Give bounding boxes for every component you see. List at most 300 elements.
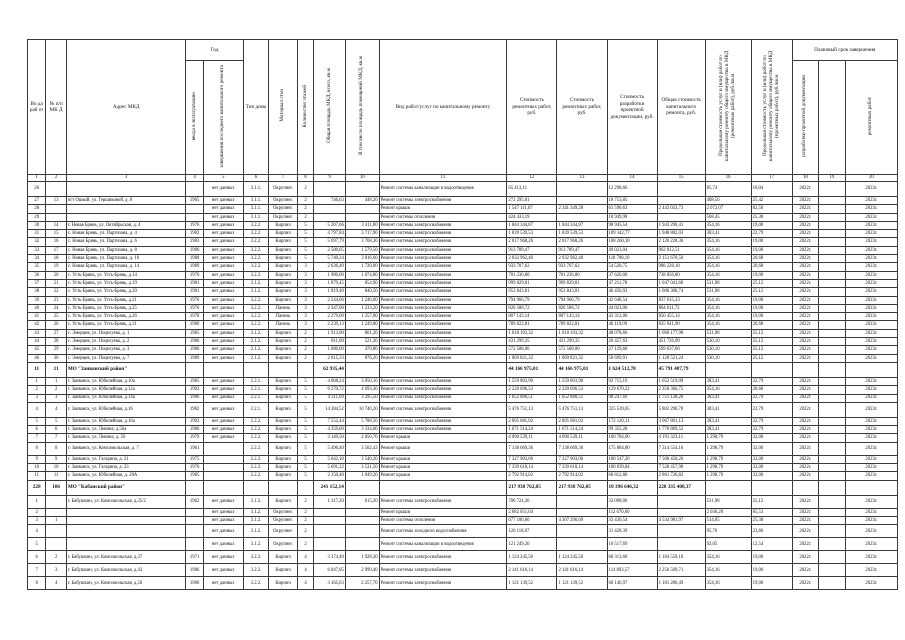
cell-work-type: Ремонт системы холодного водоснабжения [379, 525, 507, 538]
cell-design-cost: 92 715,19 [607, 377, 657, 385]
cell-address: с. Новая Брянь, ул. Партизана, д. 6 [66, 238, 186, 246]
header-repair-cost: Стоимость ремонтных работ, руб. [507, 40, 557, 175]
cell-total-cost: 228 335 408,37 [657, 480, 705, 495]
cell-house-type: 2.2.1. [243, 377, 269, 385]
cell-repair-term: 2023г. [845, 386, 897, 394]
cell-last-repair: нет данных [203, 426, 243, 434]
cell-house-number [46, 213, 66, 221]
cell-limit-repair: 354,16 [705, 238, 751, 246]
cell-floors: 4 [297, 564, 313, 577]
cell-year-built: 1985 [186, 472, 203, 480]
cell-wall-material: Панель [269, 321, 298, 329]
cell-blank [819, 394, 846, 402]
cell-premises-area: 470,80 [345, 346, 379, 354]
table-row [28, 321, 898, 329]
cell-repair-cost: 217 938 762,05 [507, 480, 557, 495]
cell-address: г. Заиванск, ул. Гагарина, д. 21 [66, 455, 186, 463]
cell-repair-cost-total [557, 197, 607, 205]
cell-wall-material: Кирпич [269, 221, 298, 229]
cell-last-repair: нет данных [203, 288, 243, 296]
cell-repair-term: 2023г. [845, 304, 897, 312]
cell-row-number: 9 [28, 455, 46, 463]
cell-floors: 5 [297, 472, 313, 480]
cell-repair-term [845, 362, 897, 377]
cell-work-type: Ремонт системы электроснабжения [379, 346, 507, 354]
cell-premises-area: 3 562,43 [345, 442, 379, 455]
cell-last-repair: нет данных [203, 577, 243, 590]
cell-design-term: 2022г. [792, 271, 819, 279]
table-row [28, 246, 898, 254]
cell-row-number: 41 [28, 313, 46, 321]
cell-work-type: Ремонт системы электроснабжения [379, 577, 507, 590]
cell-total-area: 1 819,40 [314, 288, 346, 296]
cell-design-term: 2022г. [792, 386, 819, 394]
cell-year-built: 1986 [186, 394, 203, 402]
cell-repair-term: 2023г. [845, 538, 897, 551]
cell-limit-repair: 2 036,20 [705, 508, 751, 516]
cell-design-cost: 43 312,00 [607, 313, 657, 321]
cell-work-type: Ремонт системы электроснабжения [379, 394, 507, 402]
table-row [28, 338, 898, 346]
cell-total-area: 5 697,79 [314, 238, 346, 246]
header-address: Адрес МКД [66, 40, 186, 175]
header-design-cost: Стоимость разработки проектной документации, руб. [607, 40, 657, 175]
cell-last-repair: нет данных [203, 377, 243, 385]
cell-total-cost: 1 047 041,60 [657, 279, 705, 287]
cell-blank [819, 288, 846, 296]
cell-total-area [314, 182, 346, 197]
cell-year-built: 1979 [186, 434, 203, 442]
cell-house-type: 3.1.1. [243, 182, 269, 197]
cell-work-type: Ремонт системы канализации и водоотведения [379, 538, 507, 551]
district-total-row [28, 480, 898, 495]
table-row [28, 455, 898, 463]
cell-blank [819, 442, 846, 455]
cell-repair-cost-total [557, 182, 607, 197]
cell-repair-term: 2023г. [845, 564, 897, 577]
cell-total-cost: 4 191 323,11 [657, 434, 705, 442]
cell-repair-term: 2023г. [845, 255, 897, 263]
cell-last-repair: нет данных [203, 255, 243, 263]
cell-repair-cost: 2 032 962,40 [507, 255, 557, 263]
cell-floors: 5 [297, 402, 313, 417]
cell-floors: 2 [297, 182, 313, 197]
cell-design-cost: 60 146,97 [607, 577, 657, 590]
cell-work-type: Ремонт системы электроснабжения [379, 238, 507, 246]
cell-blank [819, 182, 846, 197]
cell-design-term: 2022г. [792, 221, 819, 229]
cell-house-type: 3.1.2. [243, 279, 269, 287]
cell-house-type: 2.2.2. [243, 472, 269, 480]
cell-limit-design: 16,04 [751, 182, 792, 197]
cell-repair-cost: 933 707,62 [507, 263, 557, 271]
cell-wall-material: Кирпич [269, 551, 298, 564]
cell-last-repair: нет данных [203, 508, 243, 516]
cell-premises-area: 4 093,30 [345, 386, 379, 394]
cell-wall-material: Окрупнег. [269, 213, 298, 221]
cell-repair-cost-total: 933 707,62 [557, 263, 607, 271]
cell-blank [819, 551, 846, 564]
cell-total-area: 3 174,40 [314, 551, 346, 564]
cell-repair-cost: 1 652 880,51 [507, 394, 557, 402]
cell-total-cost: 2 126 228,36 [657, 238, 705, 246]
cell-total-area [314, 205, 346, 213]
cell-total-area [314, 538, 346, 551]
column-number: 2 [46, 175, 66, 182]
cell-work-type: Ремонт системы электроснабжения [379, 377, 507, 385]
cell-work-type: Ремонт системы электроснабжения [379, 246, 507, 254]
cell-house-number: 10 [46, 464, 66, 472]
cell-design-term: 2022г. [792, 394, 819, 402]
cell-blank [819, 346, 846, 354]
cell-address: г. Заиванск, ул. Ленина, д. 56 [66, 434, 186, 442]
cell-repair-cost: 677 106,66 [507, 516, 557, 524]
cell-year-built: 1985 [186, 329, 203, 337]
cell-repair-term: 2023г. [845, 472, 897, 480]
cell-floors: 3 [297, 321, 313, 329]
cell-premises-area: 1 720,00 [345, 263, 379, 271]
cell-address: г. Заиванск, ул. Юбилейная, д.16 [66, 402, 186, 417]
cell-blank [819, 564, 846, 577]
cell-work-type: Ремонт системы электроснабжения [379, 230, 507, 238]
cell-repair-cost-total: 217 938 762,05 [557, 480, 607, 495]
cell-address: с. Эмерцев, ул. Поцелуева, д. 3 [66, 346, 186, 354]
cell-year-built: 1976 [186, 304, 203, 312]
cell-year-built: 1978 [186, 313, 203, 321]
cell-work-type: Ремонт крыши [379, 508, 507, 516]
cell-total-area: 3 165,63 [314, 577, 346, 590]
cell-address: с. Усть-Брянь, ул. Усть-Брянь, д.20 [66, 288, 186, 296]
cell-repair-cost: 121 249,26 [507, 538, 557, 551]
column-number: 13 [557, 175, 607, 182]
cell-floors: 3 [297, 313, 313, 321]
cell-limit-repair: 383,41 [705, 377, 751, 385]
cell-house-type: 2.2.2. [243, 417, 269, 425]
cell-limit-design: 20,68 [751, 255, 792, 263]
column-number: 14 [607, 175, 657, 182]
table-row [28, 495, 898, 508]
cell-total-cost: 599 637,60 [657, 346, 705, 354]
cell-house-number: 25 [46, 313, 66, 321]
cell-row-number: 3 [28, 516, 46, 524]
cell-repair-term: 2023г. [845, 296, 897, 304]
header-col-1: Во да раб от [28, 40, 46, 175]
cell-limit-repair: 531,98 [705, 329, 751, 337]
cell-total-area: 2 580,05 [314, 246, 346, 254]
cell-wall-material: Кирпич [269, 442, 298, 455]
cell-design-term [792, 480, 819, 495]
cell-house-number: 3 [46, 564, 66, 577]
cell-limit-repair: 530,10 [705, 338, 751, 346]
cell-repair-cost: 999 829,81 [507, 279, 557, 287]
cell-address [66, 508, 186, 516]
cell-limit-repair: 354,16 [705, 551, 751, 564]
cell-house-number [46, 205, 66, 213]
cell-blank [819, 304, 846, 312]
cell-last-repair: нет данных [203, 402, 243, 417]
cell-house-type: 3.1.2. [243, 508, 269, 516]
cell-limit-repair: 354,16 [705, 313, 751, 321]
cell-house-number: 18 [46, 255, 66, 263]
cell-premises-area: 3 531,50 [345, 464, 379, 472]
cell-total-area [314, 516, 346, 524]
cell-last-repair: нет данных [203, 564, 243, 577]
cell-design-term: 2022г. [792, 551, 819, 564]
cell-blank [819, 386, 846, 394]
cell-repair-cost: 7 339 618,14 [507, 464, 557, 472]
cell-year-built [186, 508, 203, 516]
table-row [28, 516, 898, 524]
cell-blank [819, 464, 846, 472]
district-total-row [28, 362, 898, 377]
cell-design-term: 2022г. [792, 472, 819, 480]
cell-address [66, 182, 186, 197]
cell-premises-area: 1 233,20 [345, 304, 379, 312]
cell-last-repair: нет данных [203, 304, 243, 312]
cell-limit-repair: 531,98 [705, 279, 751, 287]
table-row [28, 386, 898, 394]
cell-floors: 3 [297, 271, 313, 279]
cell-year-built: 1985 [186, 377, 203, 385]
cell-design-term: 2022г. [792, 455, 819, 463]
table-row [28, 346, 898, 354]
cell-premises-area [345, 538, 379, 551]
cell-address: г. Заиванск, ул. Юбилейная, д. 20А [66, 472, 186, 480]
cell-repair-cost: 1 069 821,32 [507, 354, 557, 362]
cell-last-repair [203, 442, 243, 455]
cell-last-repair: нет данных [203, 296, 243, 304]
cell-repair-cost: 807 143,14 [507, 313, 557, 321]
cell-limit-design: 82,50 [751, 205, 792, 213]
cell-blank [819, 238, 846, 246]
cell-repair-cost-total [557, 495, 607, 508]
cell-repair-cost: 65 413,11 [507, 182, 557, 197]
cell-address: с. Усть-Брянь, ул. Усть-Брянь, д.25 [66, 304, 186, 312]
cell-last-repair: нет данных [203, 338, 243, 346]
cell-repair-cost-total: 2 792 914,02 [557, 472, 607, 480]
cell-premises-area [345, 213, 379, 221]
cell-repair-cost: 794 966,79 [507, 296, 557, 304]
cell-house-number: 8 [46, 442, 66, 455]
cell-repair-cost-total: 4 090 539,11 [557, 434, 607, 442]
cell-house-type: 3.1.2. [243, 329, 269, 337]
cell-row-number: 1 [28, 495, 46, 508]
cell-total-area: 5 691,22 [314, 464, 346, 472]
table-row [28, 577, 898, 590]
cell-wall-material: Кирпич [269, 464, 298, 472]
cell-design-cost: 129 670,22 [607, 386, 657, 394]
cell-last-repair: нет данных [203, 434, 243, 442]
header-last-repair: завершения последнего капитального ремонта [203, 61, 243, 175]
cell-design-term: 2022г. [792, 197, 819, 205]
cell-design-term: 2022г. [792, 402, 819, 417]
cell-limit-repair: 1 298,79 [705, 442, 751, 455]
cell-blank [819, 362, 846, 377]
cell-blank [819, 455, 846, 463]
cell-premises-area: 1 249,80 [345, 321, 379, 329]
cell-repair-cost: 1 547 111,07 [507, 205, 557, 213]
cell-limit-repair [705, 480, 751, 495]
cell-blank [819, 279, 846, 287]
cell-wall-material: Кирпич [269, 495, 298, 508]
cell-wall-material: Кирпич [269, 386, 298, 394]
cell-design-cost: 98 247,69 [607, 394, 657, 402]
cell-total-cost: 7 520 457,98 [657, 464, 705, 472]
cell-repair-term: 2023г. [845, 354, 897, 362]
cell-wall-material: Кирпич [269, 230, 298, 238]
cell-design-term: 2022г. [792, 304, 819, 312]
cell-house-number: 11 [46, 472, 66, 480]
cell-work-type: Ремонт системы электроснабжения [379, 551, 507, 564]
cell-repair-term: 2023г. [845, 495, 897, 508]
cell-repair-cost-total: 572 508,00 [557, 346, 607, 354]
cell-row-number: 40 [28, 304, 46, 312]
cell-design-term: 2022г. [792, 338, 819, 346]
cell-row-number: 46 [28, 354, 46, 362]
cell-blank [819, 377, 846, 385]
cell-design-cost: 18 753,85 [607, 197, 657, 205]
column-number: 17 [751, 175, 792, 182]
cell-house-type: 3.2.2. [243, 304, 269, 312]
cell-design-cost: 60 313,60 [607, 551, 657, 564]
cell-house-type: 3.1.2. [243, 516, 269, 524]
cell-total-cost: 2 151 670,50 [657, 255, 705, 263]
cell-floors: 5 [297, 434, 313, 442]
cell-repair-cost: 701 236,80 [507, 271, 557, 279]
header-work-type: Вид работ/услуг по капитальному ремонту [379, 40, 507, 175]
cell-work-type: Ремонт системы электроснабжения [379, 495, 507, 508]
cell-repair-cost-total: 2 141 616,14 [557, 564, 607, 577]
cell-floors: 3 [297, 288, 313, 296]
table-body [28, 182, 898, 590]
table-row [28, 434, 898, 442]
cell-repair-cost: 4 090 539,11 [507, 434, 557, 442]
cell-design-term: 2022г. [792, 417, 819, 425]
cell-work-type: Ремонт системы электроснабжения [379, 296, 507, 304]
cell-row-number: 8 [28, 442, 46, 455]
cell-floors: 2 [297, 205, 313, 213]
cell-total-cost: 2 350 366,75 [657, 386, 705, 394]
cell-address: с. Усть-Брянь, ул. Усть-Брянь, д.14 [66, 271, 186, 279]
cell-floors: 2 [297, 354, 313, 362]
cell-total-cost: 1 770 869,52 [657, 426, 705, 434]
cell-work-type: Ремонт системы электроснабжения [379, 288, 507, 296]
cell-floors: 5 [297, 442, 313, 455]
cell-repair-term: 2023г. [845, 313, 897, 321]
cell-year-built: 1988 [186, 255, 203, 263]
cell-address: МО "Заиванский район" [66, 362, 186, 377]
cell-limit-repair: 1 298,79 [705, 472, 751, 480]
cell-premises-area: 3 050,10 [345, 377, 379, 385]
cell-design-term: 2022г. [792, 238, 819, 246]
cell-total-cost: 864 611,72 [657, 304, 705, 312]
cell-year-built [186, 362, 203, 377]
cell-limit-repair: 1 298,79 [705, 455, 751, 463]
cell-work-type: Ремонт системы канализации и водоотведения [379, 182, 507, 197]
cell-address: МО "Кабанский район" [66, 480, 186, 495]
cell-limit-design: 25,12 [751, 279, 792, 287]
header-total-cost: Общая стоимость капитального ремонта, руб. [657, 40, 705, 175]
cell-premises-area: 854,90 [345, 279, 379, 287]
cell-year-built [186, 480, 203, 495]
cell-total-cost: 738 856,80 [657, 271, 705, 279]
cell-limit-design: 19,00 [751, 271, 792, 279]
cell-repair-term: 2023г. [845, 182, 897, 197]
cell-premises-area [345, 525, 379, 538]
cell-design-cost: 47 211,78 [607, 279, 657, 287]
cell-year-built: 1986 [186, 246, 203, 254]
cell-house-number: 1 [46, 377, 66, 385]
cell-limit-repair: 514,05 [705, 516, 751, 524]
cell-repair-cost-total: 2 220 696,53 [557, 386, 607, 394]
cell-house-type: 2.1.2. [243, 346, 269, 354]
cell-design-cost: 100 784,00 [607, 434, 657, 442]
cell-wall-material: Кирпич [269, 238, 298, 246]
cell-repair-cost: 1 559 803,90 [507, 377, 557, 385]
table-row [28, 221, 898, 229]
table-row [28, 551, 898, 564]
cell-wall-material: Кирпич [269, 246, 298, 254]
cell-design-cost: 180 839,84 [607, 464, 657, 472]
cell-wall-material: Окрупнег. [269, 182, 298, 197]
cell-address: г. Новая Брянь, ул. Октябрьская, д. 4 [66, 221, 186, 229]
cell-design-cost: 49 023,04 [607, 246, 657, 254]
cell-floors: 5 [297, 230, 313, 238]
cell-repair-term: 2023г. [845, 329, 897, 337]
cell-design-cost: 50 699,91 [607, 354, 657, 362]
cell-total-cost [657, 495, 705, 508]
cell-limit-repair: 1 298,79 [705, 464, 751, 472]
cell-work-type: Ремонт системы электроснабжения [379, 386, 507, 394]
cell-design-cost: 33 430,54 [607, 516, 657, 524]
cell-design-cost: 109 342,77 [607, 230, 657, 238]
column-number: 12 [507, 175, 557, 182]
cell-wall-material: Кирпич [269, 417, 298, 425]
cell-row-number: 7 [28, 564, 46, 577]
cell-repair-term: 2023г. [845, 525, 897, 538]
cell-limit-repair: 2 072,07 [705, 205, 751, 213]
cell-row-number: 42 [28, 321, 46, 329]
cell-limit-design: 22,79 [751, 394, 792, 402]
cell-repair-cost-total: 431 299,35 [557, 338, 607, 346]
cell-total-area: 4 797,84 [314, 230, 346, 238]
header-repair-term: ремонтных работ [845, 61, 897, 175]
cell-limit-repair: 383,41 [705, 426, 751, 434]
cell-work-type: Ремонт системы электроснабжения [379, 402, 507, 417]
cell-wall-material: Кирпич [269, 271, 298, 279]
cell-premises-area: 10 740,20 [345, 402, 379, 417]
cell-limit-repair: 92,05 [705, 538, 751, 551]
cell-house-number: 13 [46, 197, 66, 205]
cell-total-cost: 4 534 981,97 [657, 516, 705, 524]
table-row [28, 564, 898, 577]
cell-floors: 2 [297, 495, 313, 508]
cell-design-cost: 114 893,57 [607, 564, 657, 577]
cell-total-area: 5 642,10 [314, 455, 346, 463]
cell-house-number [46, 538, 66, 551]
table-row [28, 442, 898, 455]
cell-repair-term: 2023г. [845, 221, 897, 229]
cell-repair-term: 2023г. [845, 288, 897, 296]
table-row [28, 394, 898, 402]
cell-total-area: 1 980,00 [314, 271, 346, 279]
cell-year-built: 1989 [186, 263, 203, 271]
cell-repair-cost: 424 433,19 [507, 213, 557, 221]
cell-house-type: 2.2.1. [243, 394, 269, 402]
cell-address: с. Усть-Брянь, ул. Усть-Брянь, д.19 [66, 279, 186, 287]
cell-limit-design: 22,79 [751, 377, 792, 385]
cell-total-area: 62 935,44 [314, 362, 346, 377]
